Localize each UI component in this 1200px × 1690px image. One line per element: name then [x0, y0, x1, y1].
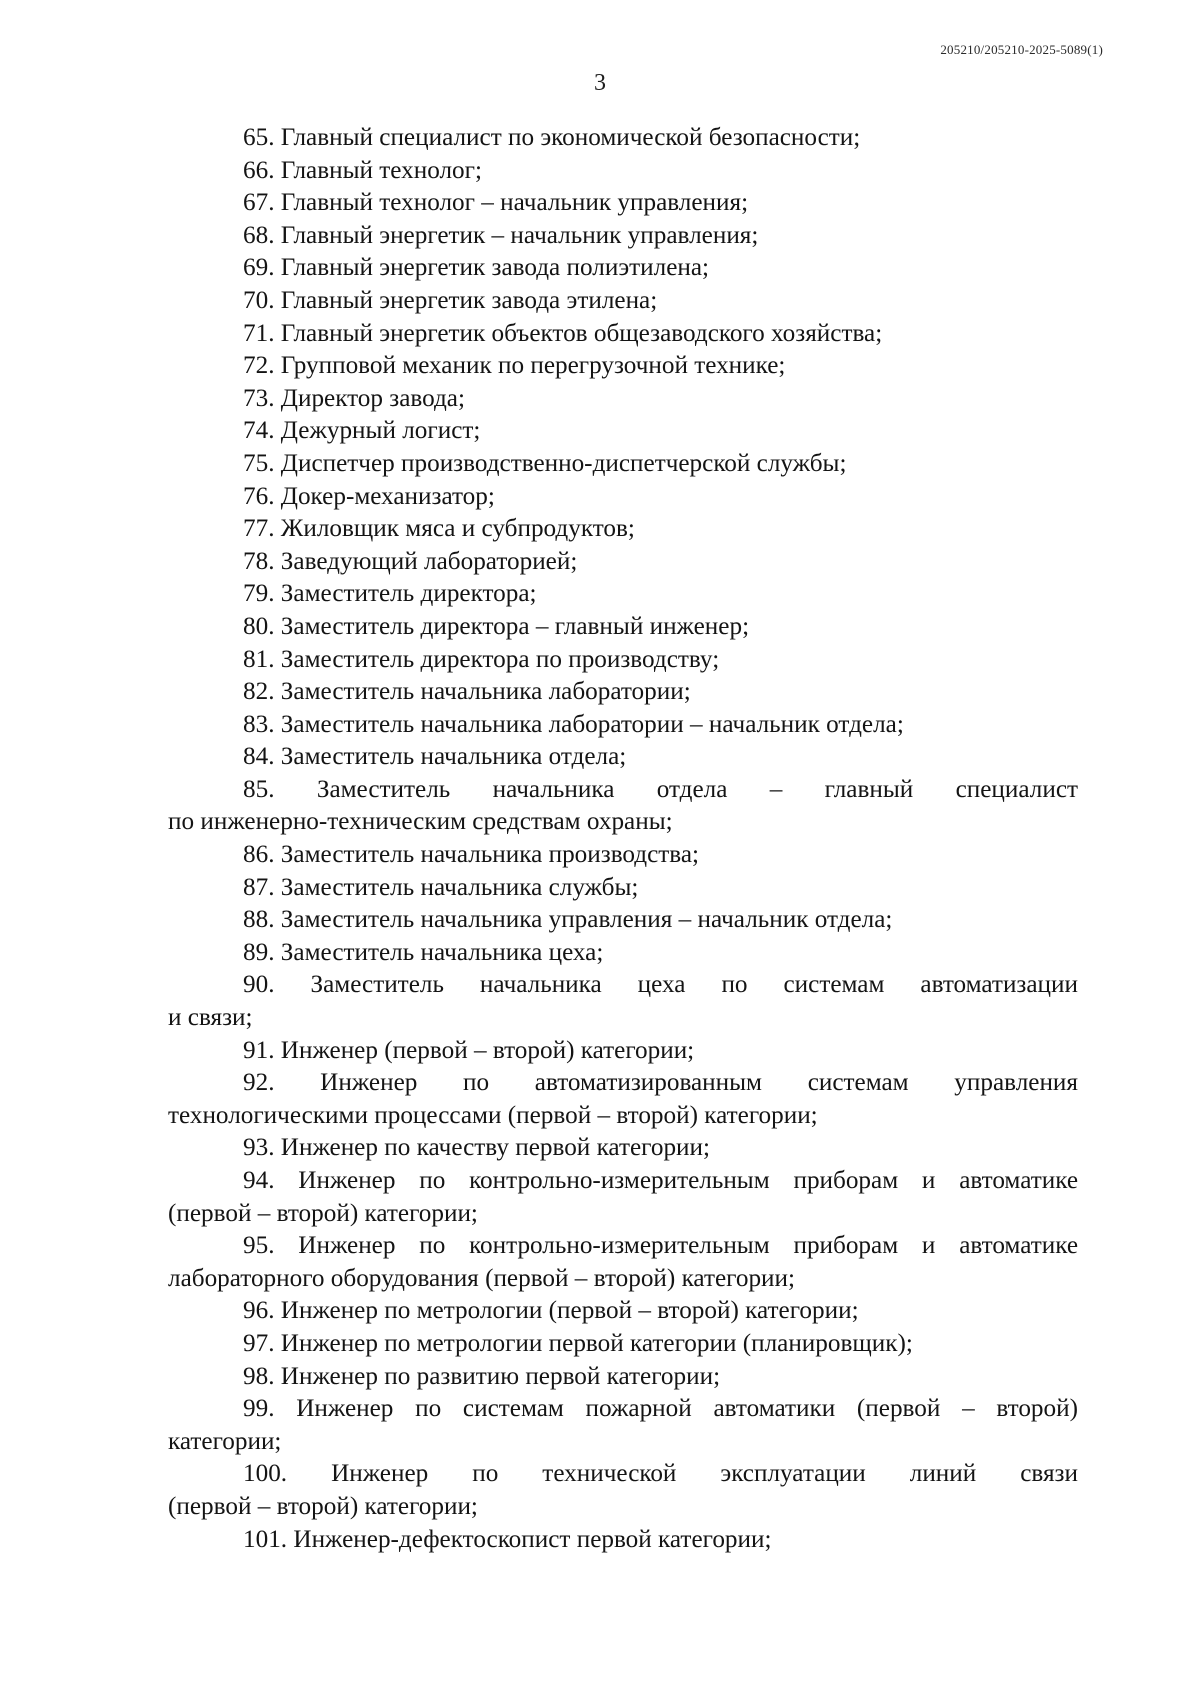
list-item-line: 90. Заместитель начальника цеха по системам автоматизации	[243, 971, 1078, 999]
list-item	[168, 937, 1078, 970]
list-item-text: 83. Заместитель начальника лаборатории – начальник отдела;	[243, 710, 904, 738]
list-item-text: 86. Заместитель начальника производства;	[243, 841, 700, 869]
list-item-text: 66. Главный технолог;	[243, 156, 482, 184]
list-item	[168, 676, 1078, 709]
list-item	[168, 578, 1078, 611]
list-item-text: 97. Инженер по метрологии первой категории (планировщик);	[243, 1329, 913, 1357]
list-item-text	[168, 1067, 1078, 1132]
list-item	[168, 969, 1078, 1034]
list-item	[168, 644, 1078, 677]
list-item-text: 77. Жиловщик мяса и субпродуктов;	[243, 515, 635, 543]
list-item-text: 72. Групповой механик по перегрузочной технике;	[243, 352, 786, 380]
list-item-text	[168, 1230, 1078, 1295]
list-item-text: 68. Главный энергетик – начальник управления;	[243, 221, 759, 249]
list-item-text: 75. Диспетчер производственно-диспетчерской службы;	[243, 449, 847, 477]
list-item-line: 100. Инженер по технической эксплуатации линий связи	[243, 1460, 1078, 1488]
list-item-text: 69. Главный энергетик завода полиэтилена;	[243, 254, 710, 282]
list-item-line: 94. Инженер по контрольно-измерительным приборам и автоматике	[243, 1167, 1078, 1194]
list-item-text: 73. Директор завода;	[243, 384, 465, 412]
list-item	[168, 1458, 1078, 1523]
list-item-text: 76. Докер-механизатор;	[243, 482, 495, 510]
list-item	[168, 904, 1078, 937]
list-item	[168, 1295, 1078, 1328]
list-item-continuation: лабораторного оборудования (первой – второй) категории;	[168, 1264, 795, 1292]
list-item	[168, 448, 1078, 481]
list-item-text: 82. Заместитель начальника лаборатории;	[243, 678, 691, 706]
list-item	[168, 709, 1078, 742]
list-item	[168, 1230, 1078, 1295]
list-item	[168, 1524, 1078, 1557]
list-item	[168, 187, 1078, 220]
list-item-text: 87. Заместитель начальника службы;	[243, 873, 639, 901]
list-item-continuation: технологическими процессами (первой – второй) категории;	[168, 1101, 818, 1129]
list-item-continuation: (первой – второй) категории;	[168, 1199, 478, 1227]
list-item-continuation: и связи;	[168, 1004, 253, 1032]
list-item	[168, 155, 1078, 188]
list-item-text: 84. Заместитель начальника отдела;	[243, 743, 627, 771]
list-item-text: 71. Главный энергетик объектов общезаводского хозяйства;	[243, 319, 883, 347]
list-item-text: 98. Инженер по развитию первой категории;	[243, 1362, 721, 1390]
list-item-continuation: категории;	[168, 1427, 282, 1455]
list-item	[168, 481, 1078, 514]
list-item	[168, 611, 1078, 644]
list-item	[168, 285, 1078, 318]
list-item-text: 67. Главный технолог – начальник управления;	[243, 189, 749, 217]
list-item-text: 101. Инженер-дефектоскопист первой категории;	[243, 1525, 772, 1553]
list-item-text	[168, 1458, 1078, 1523]
list-item	[168, 220, 1078, 253]
list-item-text	[168, 1393, 1078, 1458]
list-item	[168, 1393, 1078, 1458]
list-item-text: 93. Инженер по качеству первой категории;	[243, 1134, 710, 1162]
list-item-text: 91. Инженер (первой – второй) категории;	[243, 1036, 695, 1064]
list-item	[168, 546, 1078, 579]
list-item-line: 99. Инженер по системам пожарной автоматики (первой – второй)	[243, 1395, 1078, 1423]
list-item	[168, 1067, 1078, 1132]
list-item-text: 81. Заместитель директора по производству;	[243, 645, 720, 673]
list-item	[168, 1328, 1078, 1361]
list-item	[168, 1165, 1078, 1230]
list-item	[168, 252, 1078, 285]
list-item	[168, 839, 1078, 872]
list-item	[168, 1361, 1078, 1394]
list-item-line: 92. Инженер по автоматизированным системам управления	[243, 1069, 1078, 1097]
list-item-text: 80. Заместитель директора – главный инженер;	[243, 612, 750, 640]
list-item	[168, 1035, 1078, 1068]
list-item	[168, 741, 1078, 774]
list-item-text: 70. Главный энергетик завода этилена;	[243, 286, 658, 314]
list-item-text	[168, 969, 1078, 1034]
page-number: 3	[594, 70, 606, 96]
list-item-text: 78. Заведующий лабораторией;	[243, 547, 578, 575]
list-item-text: 88. Заместитель начальника управления – начальник отдела;	[243, 906, 893, 934]
list-item-text: 65. Главный специалист по экономической безопасности;	[243, 124, 861, 151]
list-item-continuation: по инженерно-техническим средствам охраны;	[168, 808, 673, 836]
list-item-text	[168, 774, 1078, 839]
list-item	[168, 415, 1078, 448]
list-item-line: 85. Заместитель начальника отдела – главный специалист	[243, 775, 1078, 803]
list-item	[168, 122, 1078, 155]
list-item	[168, 350, 1078, 383]
list-item	[168, 774, 1078, 839]
list-item-continuation: (первой – второй) категории;	[168, 1492, 478, 1520]
list-item-text: 96. Инженер по метрологии (первой – второй) категории;	[243, 1297, 859, 1325]
document-id: 205210/205210-2025-5089(1)	[940, 42, 1103, 57]
position-list	[168, 122, 1078, 1556]
list-item-text	[168, 1165, 1078, 1230]
list-item-text: 79. Заместитель директора;	[243, 580, 537, 608]
list-item	[168, 1132, 1078, 1165]
list-item	[168, 318, 1078, 351]
list-item	[168, 383, 1078, 416]
list-item-text: 89. Заместитель начальника цеха;	[243, 938, 604, 966]
list-item-text: 74. Дежурный логист;	[243, 417, 481, 445]
list-item-line: 95. Инженер по контрольно-измерительным приборам и автоматике	[243, 1232, 1078, 1260]
list-item	[168, 872, 1078, 905]
list-item	[168, 513, 1078, 546]
